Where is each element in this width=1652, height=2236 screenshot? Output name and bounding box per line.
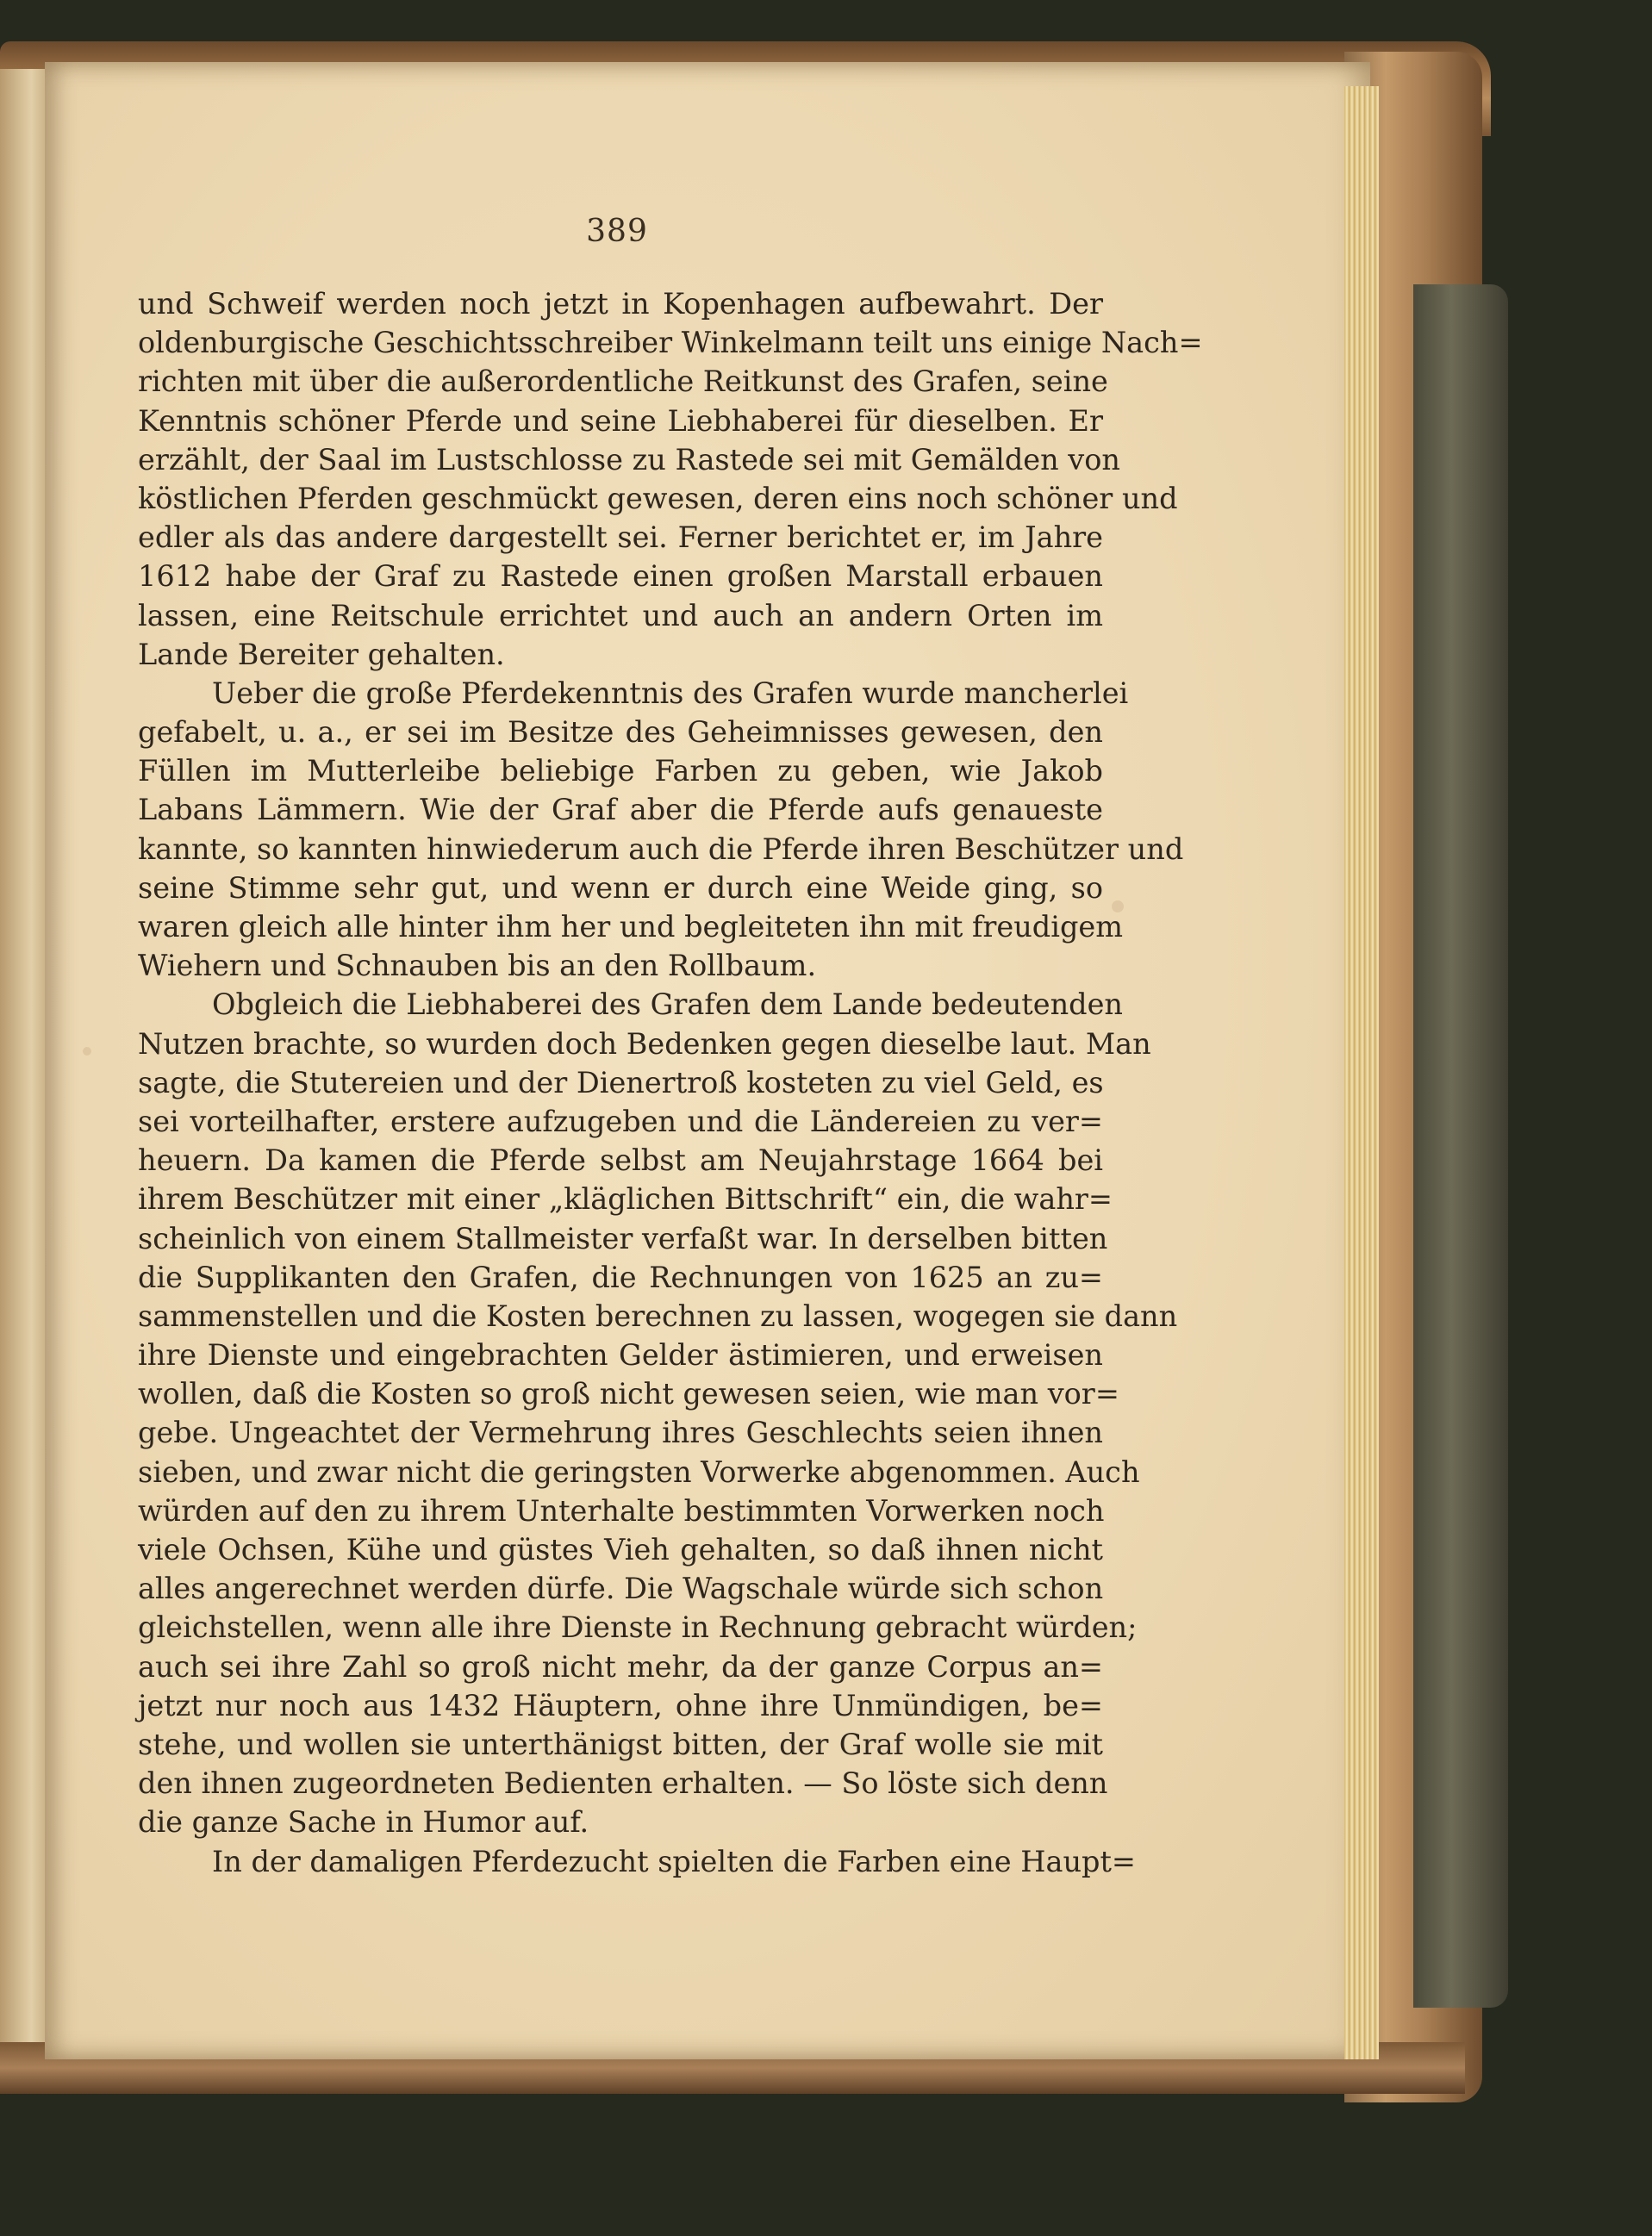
text-line: die ganze Sache in Humor auf. [138, 1805, 589, 1840]
text-line: gebe. Ungeachtet der Vermehrung ihres Geschlechts seien ihnen [138, 1416, 1103, 1450]
book-spine-strip [1413, 284, 1508, 2008]
text-line: Obgleich die Liebhaberei des Grafen dem Lande bedeutenden [212, 987, 1124, 1022]
text-line: heuern. Da kamen die Pferde selbst am Neujahrstage 1664 bei [138, 1143, 1103, 1178]
text-line: gleichstellen, wenn alle ihre Dienste in Rechnung gebracht würden; [138, 1610, 1138, 1645]
page-stack-edges [1344, 86, 1379, 2059]
text-line: scheinlich von einem Stallmeister verfaßt war. In derselben bitten [138, 1221, 1108, 1255]
text-line: erzählt, der Saal im Lustschlosse zu Rastede sei mit Gemälden von [138, 442, 1120, 476]
text-line: die Supplikanten den Grafen, die Rechnungen von 1625 an zu= [138, 1260, 1103, 1294]
text-line: Labans Lämmern. Wie der Graf aber die Pferde aufs genaueste [138, 793, 1103, 827]
text-line: Lande Bereiter gehalten. [138, 637, 505, 671]
text-line: edler als das andere dargestellt sei. Ferner berichtet er, im Jahre [138, 520, 1103, 555]
text-line: viele Ochsen, Kühe und güstes Vieh gehalten, so daß ihnen nicht [138, 1533, 1103, 1566]
page-stain [83, 1047, 91, 1056]
text-line: sagte, die Stutereien und der Dienertroß kosteten zu viel Geld, es [138, 1065, 1104, 1099]
text-line: würden auf den zu ihrem Unterhalte bestimmten Vorwerken noch [138, 1493, 1105, 1528]
text-line: auch sei ihre Zahl so groß nicht mehr, da der ganze Corpus an= [138, 1649, 1103, 1684]
text-line: ihre Dienste und eingebrachten Gelder ästimieren, und erweisen [138, 1338, 1103, 1373]
text-line: sei vorteilhafter, erstere aufzugeben und die Ländereien zu ver= [138, 1104, 1103, 1138]
text-line: In der damaligen Pferdezucht spielten die Farben eine Haupt= [212, 1844, 1136, 1878]
text-line: alles angerechnet werden dürfe. Die Wagschale würde sich schon [138, 1572, 1104, 1606]
text-line: wollen, daß die Kosten so groß nicht gewesen seien, wie man vor= [138, 1377, 1119, 1411]
text-line: gefabelt, u. a., er sei im Besitze des Geheimnisses gewesen, den [138, 715, 1103, 750]
text-line: oldenburgische Geschichtsschreiber Winkelmann teilt uns einige Nach= [138, 326, 1203, 360]
text-line: ihrem Beschützer mit einer „kläglichen Bittschrift“ ein, die wahr= [138, 1182, 1113, 1217]
text-line: köstlichen Pferden geschmückt gewesen, deren eins noch schöner und [138, 481, 1178, 515]
text-line: Nutzen brachte, so wurden doch Bedenken gegen dieselbe laut. Man [138, 1026, 1151, 1061]
text-line: kannte, so kannten hinwiederum auch die Pferde ihren Beschützer und [138, 831, 1184, 866]
text-line: und Schweif werden noch jetzt in Kopenhagen aufbewahrt. Der [138, 287, 1103, 321]
text-line: richten mit über die außerordentliche Reitkunst des Grafen, seine [138, 364, 1108, 399]
text-line: 1612 habe der Graf zu Rastede einen großen Marstall erbauen [138, 559, 1103, 594]
facing-page-edge [0, 69, 45, 2042]
text-line: lassen, eine Reitschule errichtet und auch an andern Orten im [138, 598, 1103, 632]
text-line: sammenstellen und die Kosten berechnen zu lassen, wogegen sie dann [138, 1299, 1178, 1333]
page-body-text [138, 284, 1203, 1881]
text-line: Ueber die große Pferdekenntnis des Grafen wurde mancherlei [212, 676, 1129, 710]
page-number: 389 [586, 214, 648, 249]
text-line: den ihnen zugeordneten Bedienten erhalten. — So löste sich denn [138, 1766, 1108, 1801]
text-line: waren gleich alle hinter ihm her und begleiteten ihn mit freudigem [138, 910, 1123, 944]
text-line: sieben, und zwar nicht die geringsten Vorwerke abgenommen. Auch [138, 1454, 1140, 1489]
text-line: stehe, und wollen sie unterthänigst bitten, der Graf wolle sie mit [138, 1727, 1103, 1761]
text-line: Wiehern und Schnauben bis an den Rollbaum. [138, 949, 817, 983]
text-line: seine Stimme sehr gut, und wenn er durch eine Weide ging, so [138, 870, 1103, 905]
text-line: Füllen im Mutterleibe beliebige Farben zu geben, wie Jakob [138, 754, 1103, 788]
text-line: jetzt nur noch aus 1432 Häuptern, ohne ihre Unmündigen, be= [138, 1688, 1103, 1722]
text-line: Kenntnis schöner Pferde und seine Liebhaberei für dieselben. Er [138, 403, 1103, 438]
